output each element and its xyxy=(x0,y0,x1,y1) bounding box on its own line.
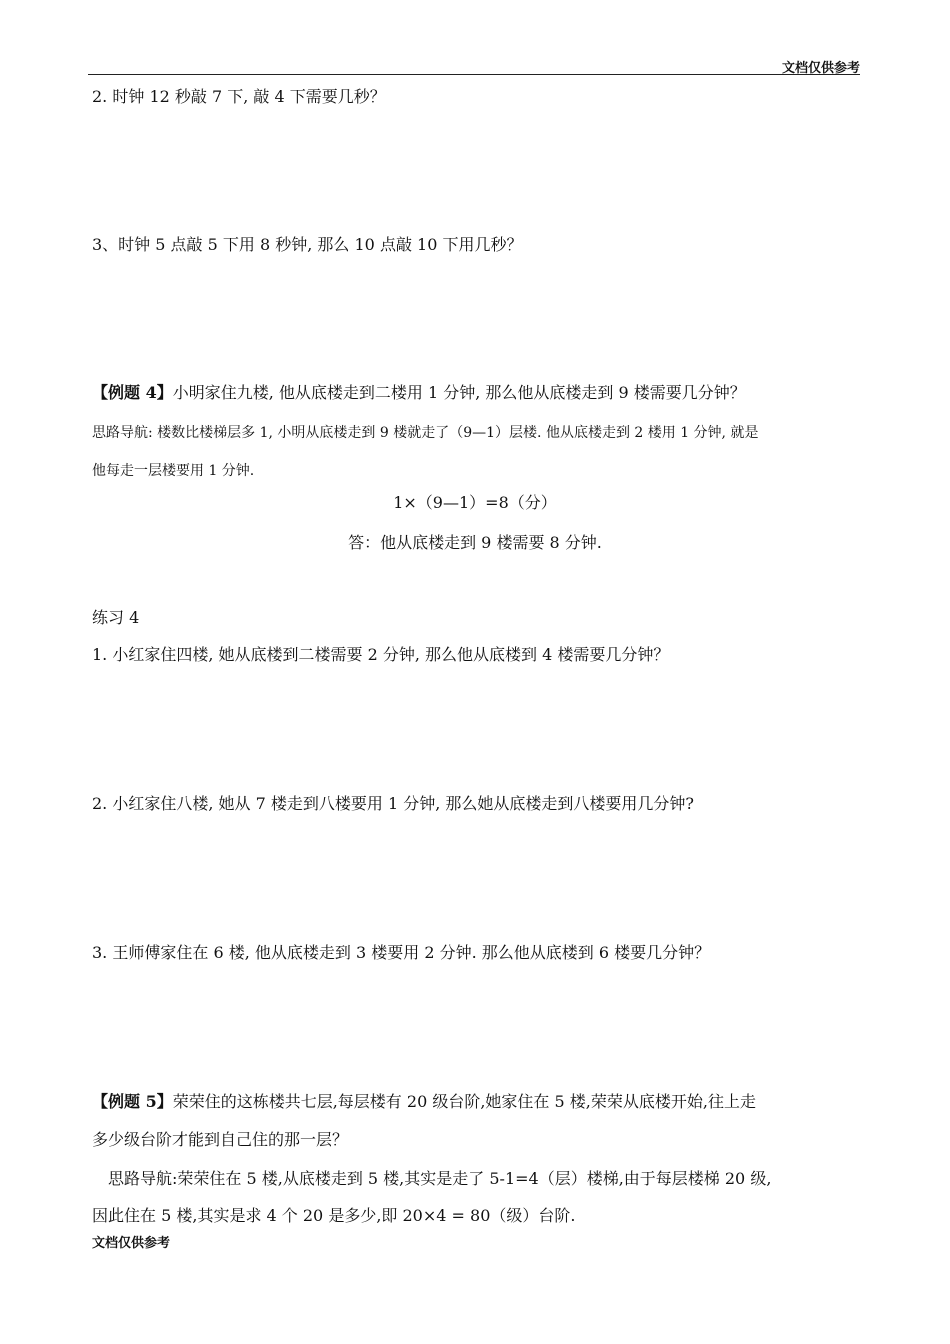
example-4-hint-line-2: 他每走一层楼要用 1 分钟. xyxy=(92,463,255,479)
example-4-tag: 【例题 4】 xyxy=(92,383,173,402)
practice-4-title: 练习 4 xyxy=(92,608,140,627)
practice-4-question-3: 3. 王师傅家住在 6 楼, 他从底楼走到 3 楼要用 2 分钟. 那么他从底楼到 6 楼要几分钟？ xyxy=(92,943,711,962)
practice-4-question-2: 2. 小红家住八楼, 她从 7 楼走到八楼要用 1 分钟, 那么她从底楼走到八楼要用几分钟? xyxy=(92,794,694,813)
footer-note: 文档仅供参考 xyxy=(92,1236,171,1251)
example-4-formula: 1×（9—1）=8（分） xyxy=(393,493,557,512)
example-5-tag: 【例题 5】 xyxy=(92,1092,173,1111)
practice-4-question-1: 1. 小红家住四楼, 她从底楼到二楼需要 2 分钟, 那么他从底楼到 4 楼需要几分钟？ xyxy=(92,645,670,664)
example-5-hint-line-2: 因此住在 5 楼,其实是求 4 个 20 是多少,即 20×4 = 80（级）台阶. xyxy=(92,1206,576,1225)
example-5-text-1: 荣荣住的这栋楼共七层,每层楼有 20 级台阶,她家住在 5 楼,荣荣从底楼开始,往上走 xyxy=(172,1092,756,1111)
example-4-answer: 答：他从底楼走到 9 楼需要 8 分钟. xyxy=(348,533,602,552)
example-5-question-line-1 xyxy=(92,1089,756,1112)
header-rule xyxy=(88,74,860,75)
header-note: 文档仅供参考 xyxy=(781,61,860,76)
example-4-hint-line-1: 思路导航: 楼数比楼梯层多 1, 小明从底楼走到 9 楼就走了（9—1）层楼. 他从底楼走到 2 楼用 1 分钟, 就是 xyxy=(92,425,759,441)
example-5-question-line-2: 多少级台阶才能到自己住的那一层？ xyxy=(92,1130,349,1149)
example-4-question xyxy=(92,380,746,403)
example-5-hint-line-1: 思路导航:荣荣住在 5 楼,从底楼走到 5 楼,其实是走了 5-1=4（层）楼梯,由于每层楼梯 20 级, xyxy=(108,1169,772,1188)
question-3-clock: 3、时钟 5 点敲 5 下用 8 秒钟, 那么 10 点敲 10 下用几秒？ xyxy=(92,235,523,254)
example-4-text: 小明家住九楼, 他从底楼走到二楼用 1 分钟, 那么他从底楼走到 9 楼需要几分钟？ xyxy=(172,383,746,402)
question-2-clock: 2. 时钟 12 秒敲 7 下, 敲 4 下需要几秒？ xyxy=(92,87,386,106)
